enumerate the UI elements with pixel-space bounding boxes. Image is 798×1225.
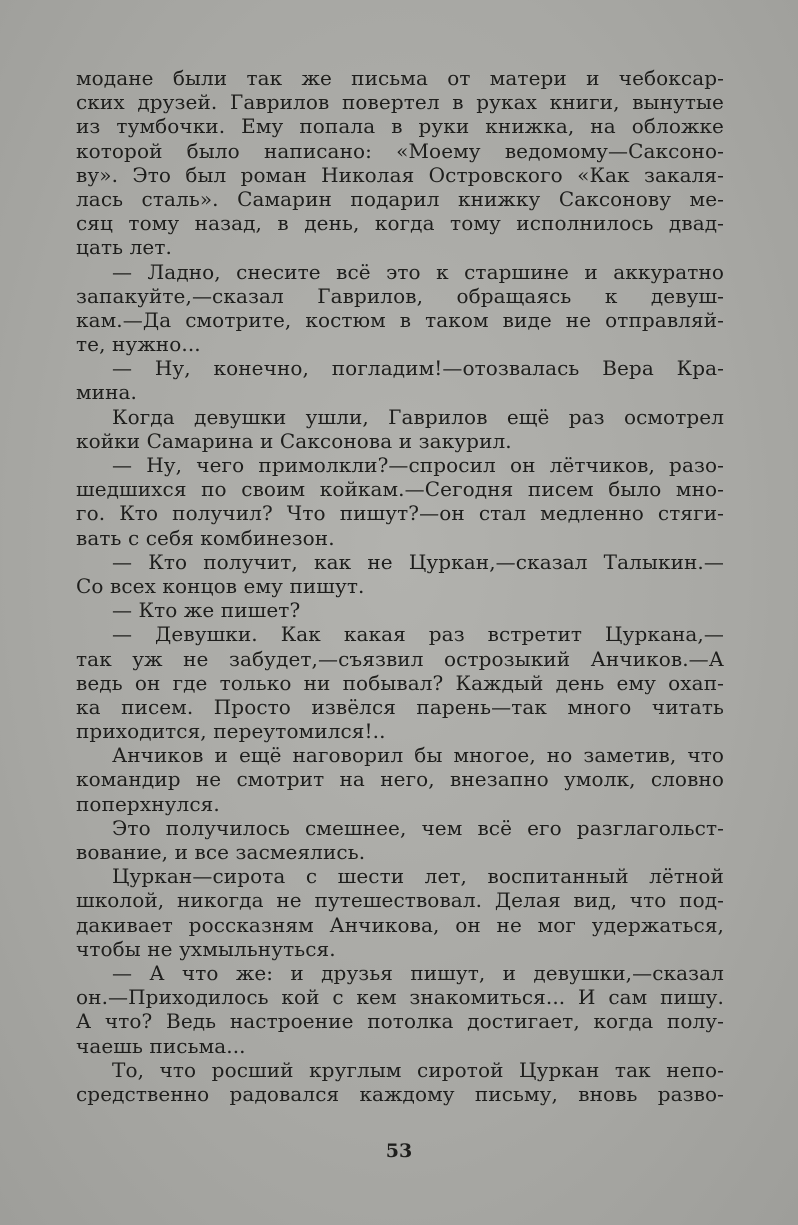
text-line: те, нужно... bbox=[76, 332, 201, 357]
text-line: модане были так же письма от матери и чебоксар- bbox=[76, 66, 724, 90]
text-line: — Кто получит, как не Цуркан,—сказал Талыкин.— bbox=[112, 549, 724, 574]
text-line: ву». Это был роман Николая Островского «Как закаля- bbox=[76, 162, 724, 187]
text-line: шедшихся по своим койкам.—Сегодня писем было мно- bbox=[76, 477, 724, 502]
text-line: Со всех концов ему пишут. bbox=[76, 573, 365, 598]
text-line: ка писем. Просто извёлся парень—так много читать bbox=[76, 694, 724, 719]
text-line: ведь он где только ни побывал? Каждый день ему охап- bbox=[76, 670, 724, 695]
text-line: вать с себя комбинезон. bbox=[76, 525, 335, 550]
text-line: вование, и все засмеялись. bbox=[76, 840, 366, 864]
text-line: кам.—Да смотрите, костюм в таком виде не отправляй- bbox=[76, 307, 724, 332]
body-text bbox=[76, 66, 724, 1106]
text-line: которой было написано: «Моему ведомому—Саксоно- bbox=[76, 138, 724, 163]
text-line: — Ну, конечно, погладим!—отозвалась Вера Кра- bbox=[112, 356, 724, 381]
text-line: мина. bbox=[76, 380, 137, 405]
text-line: — Ладно, снесите всё это к старшине и аккуратно bbox=[112, 259, 724, 284]
text-line: Анчиков и ещё наговорил бы многое, но заметив, что bbox=[112, 743, 724, 768]
text-line: А что? Ведь настроение потолка достигает, когда полу- bbox=[76, 1009, 724, 1034]
text-line: — Девушки. Как какая раз встретит Цуркана,— bbox=[112, 622, 724, 647]
text-line: го. Кто получил? Что пишут?—он стал медленно стяги- bbox=[76, 501, 724, 526]
text-line: средственно радовался каждому письму, вновь разво- bbox=[76, 1081, 724, 1106]
text-line: Это получилось смешнее, чем всё его разглагольст- bbox=[112, 815, 724, 840]
text-line: цать лет. bbox=[76, 235, 172, 260]
text-line: приходится, переутомился!.. bbox=[76, 719, 386, 744]
text-line: запакуйте,—сказал Гаврилов, обращаясь к девуш- bbox=[76, 283, 724, 308]
text-line: — Кто же пишет? bbox=[112, 598, 301, 623]
text-line: — А что же: и друзья пишут, и девушки,—сказал bbox=[112, 960, 724, 985]
text-line: из тумбочки. Ему попала в руки книжка, на обложке bbox=[76, 114, 724, 139]
text-line: лась сталь». Самарин подарил книжку Саксонову ме- bbox=[76, 186, 724, 211]
text-line: командир не смотрит на него, внезапно умолк, словно bbox=[76, 767, 724, 792]
page-number: 53 bbox=[385, 1140, 413, 1162]
text-line: поперхнулся. bbox=[76, 791, 220, 816]
text-line: Когда девушки ушли, Гаврилов ещё раз осмотрел bbox=[112, 404, 724, 429]
text-line: То, что росший круглым сиротой Цуркан так непо- bbox=[112, 1057, 724, 1082]
text-line: чтобы не ухмыльнуться. bbox=[76, 936, 336, 961]
text-line: ских друзей. Гаврилов повертел в руках книги, вынутые bbox=[76, 90, 724, 115]
text-line: койки Самарина и Саксонова и закурил. bbox=[76, 428, 512, 453]
text-line: Цуркан—сирота с шести лет, воспитанный лётной bbox=[112, 864, 724, 889]
text-line: чаешь письма... bbox=[76, 1033, 246, 1058]
text-line: школой, никогда не путешествовал. Делая вид, что под- bbox=[76, 888, 724, 913]
text-line: сяц тому назад, в день, когда тому исполнилось двад- bbox=[76, 211, 724, 236]
text-line: он.—Приходилось кой с кем знакомиться... И сам пишу. bbox=[76, 985, 724, 1010]
text-line: — Ну, чего примолкли?—спросил он лётчиков, разо- bbox=[112, 453, 724, 477]
text-line: так уж не забудет,—съязвил острозыкий Анчиков.—А bbox=[76, 646, 724, 671]
text-line: дакивает россказням Анчикова, он не мог удержаться, bbox=[76, 912, 724, 937]
